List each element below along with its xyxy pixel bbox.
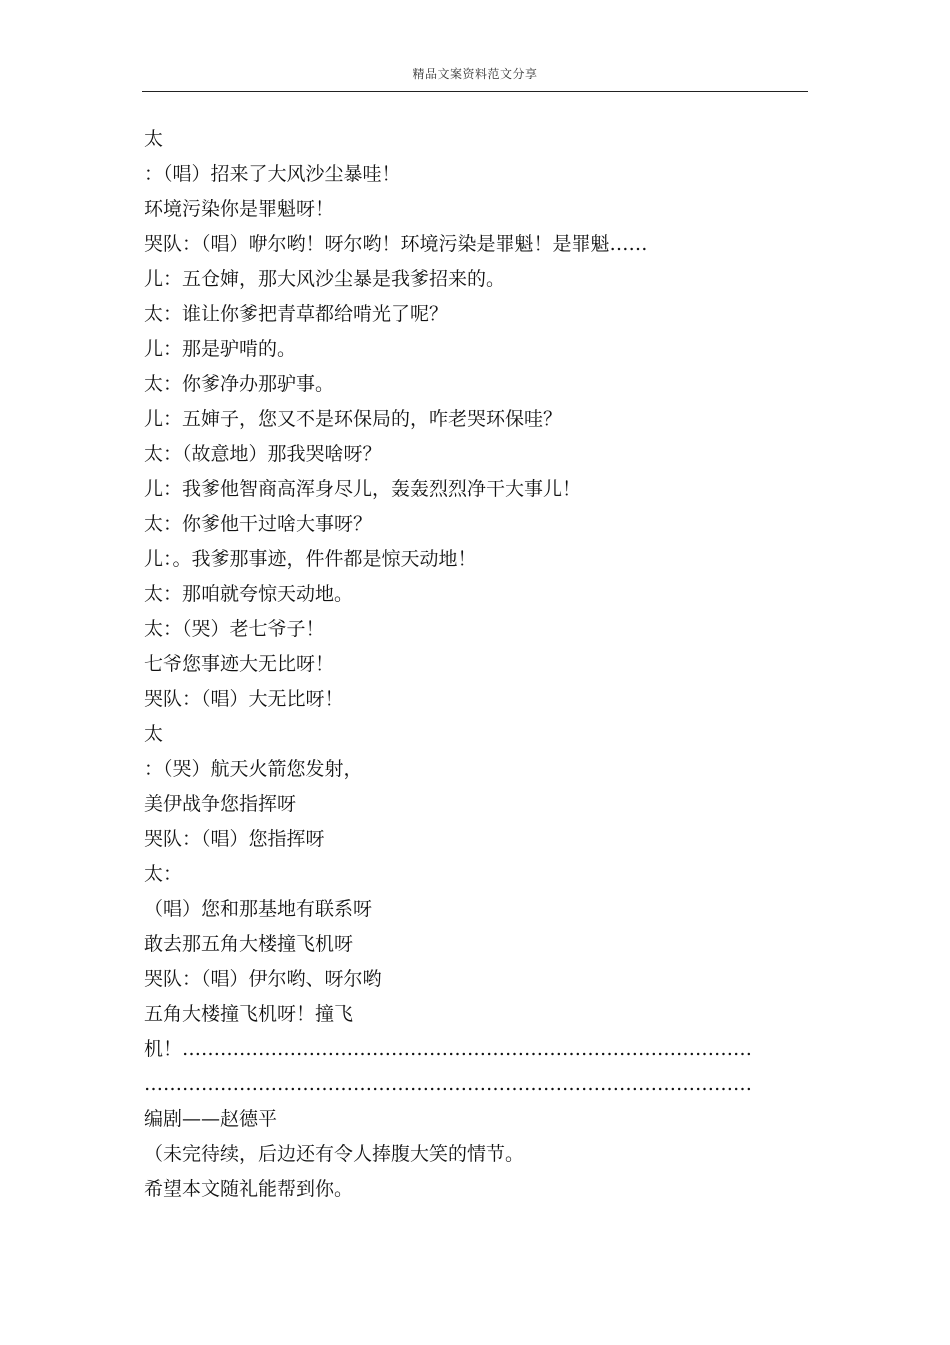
page-header: 精品文案资料范文分享 — [412, 67, 538, 81]
script-body — [144, 122, 784, 1207]
text-line: 儿：五婶子，您又不是环保局的，咋老哭环保哇？ — [144, 408, 563, 430]
text-line: 太： — [144, 863, 183, 885]
text-line: 七爷您事迹大无比呀！ — [144, 653, 335, 675]
text-line: 哭队：（唱）大无比呀！ — [144, 688, 344, 710]
text-line: 太 — [144, 128, 164, 150]
text-line: 哭队：（唱）咿尔哟！呀尔哟！环境污染是罪魁！是罪魁…… — [144, 233, 648, 255]
text-line: 儿：那是驴啃的。 — [144, 338, 297, 360]
text-line: （未完待续，后边还有令人捧腹大笑的情节。 — [144, 1143, 525, 1165]
text-line: 五角大楼撞飞机呀！撞飞 — [144, 1003, 354, 1025]
text-line: 儿：。我爹那事迹，件件都是惊天动地！ — [144, 548, 477, 570]
text-line: 太：你爹他干过啥大事呀？ — [144, 513, 373, 535]
text-line: 编剧——赵德平 — [144, 1108, 278, 1130]
text-line: 美伊战争您指挥呀 — [144, 793, 297, 815]
text-line: 儿：我爹他智商高浑身尽儿，轰轰烈烈净干大事儿！ — [144, 478, 582, 500]
text-line: ：（哭）航天火箭您发射， — [144, 758, 363, 780]
text-line: 环境污染你是罪魁呀！ — [144, 198, 335, 220]
text-line: …………………………………………………………………………………… — [144, 1073, 752, 1095]
text-line: 太：谁让你爹把青草都给啃光了呢？ — [144, 303, 449, 325]
text-line: 哭队：（唱）伊尔哟、呀尔哟 — [144, 968, 382, 990]
text-line: ：（唱）招来了大风沙尘暴哇！ — [144, 163, 401, 185]
text-line: 希望本文随礼能帮到你。 — [144, 1178, 354, 1200]
text-line: 太：（哭）老七爷子！ — [144, 618, 325, 640]
text-line: （唱）您和那基地有联系呀 — [144, 898, 373, 920]
text-line: 儿：五仓婶，那大风沙尘暴是我爹招来的。 — [144, 268, 506, 290]
text-line: 太：（故意地）那我哭啥呀？ — [144, 443, 382, 465]
header-divider — [142, 91, 808, 92]
text-line: 机！……………………………………………………………………………… — [144, 1038, 753, 1060]
text-line: 太 — [144, 723, 164, 745]
text-line: 敢去那五角大楼撞飞机呀 — [144, 933, 354, 955]
text-line: 哭队：（唱）您指挥呀 — [144, 828, 325, 850]
text-line: 太：你爹净办那驴事。 — [144, 373, 335, 395]
text-line: 太：那咱就夸惊天动地。 — [144, 583, 354, 605]
